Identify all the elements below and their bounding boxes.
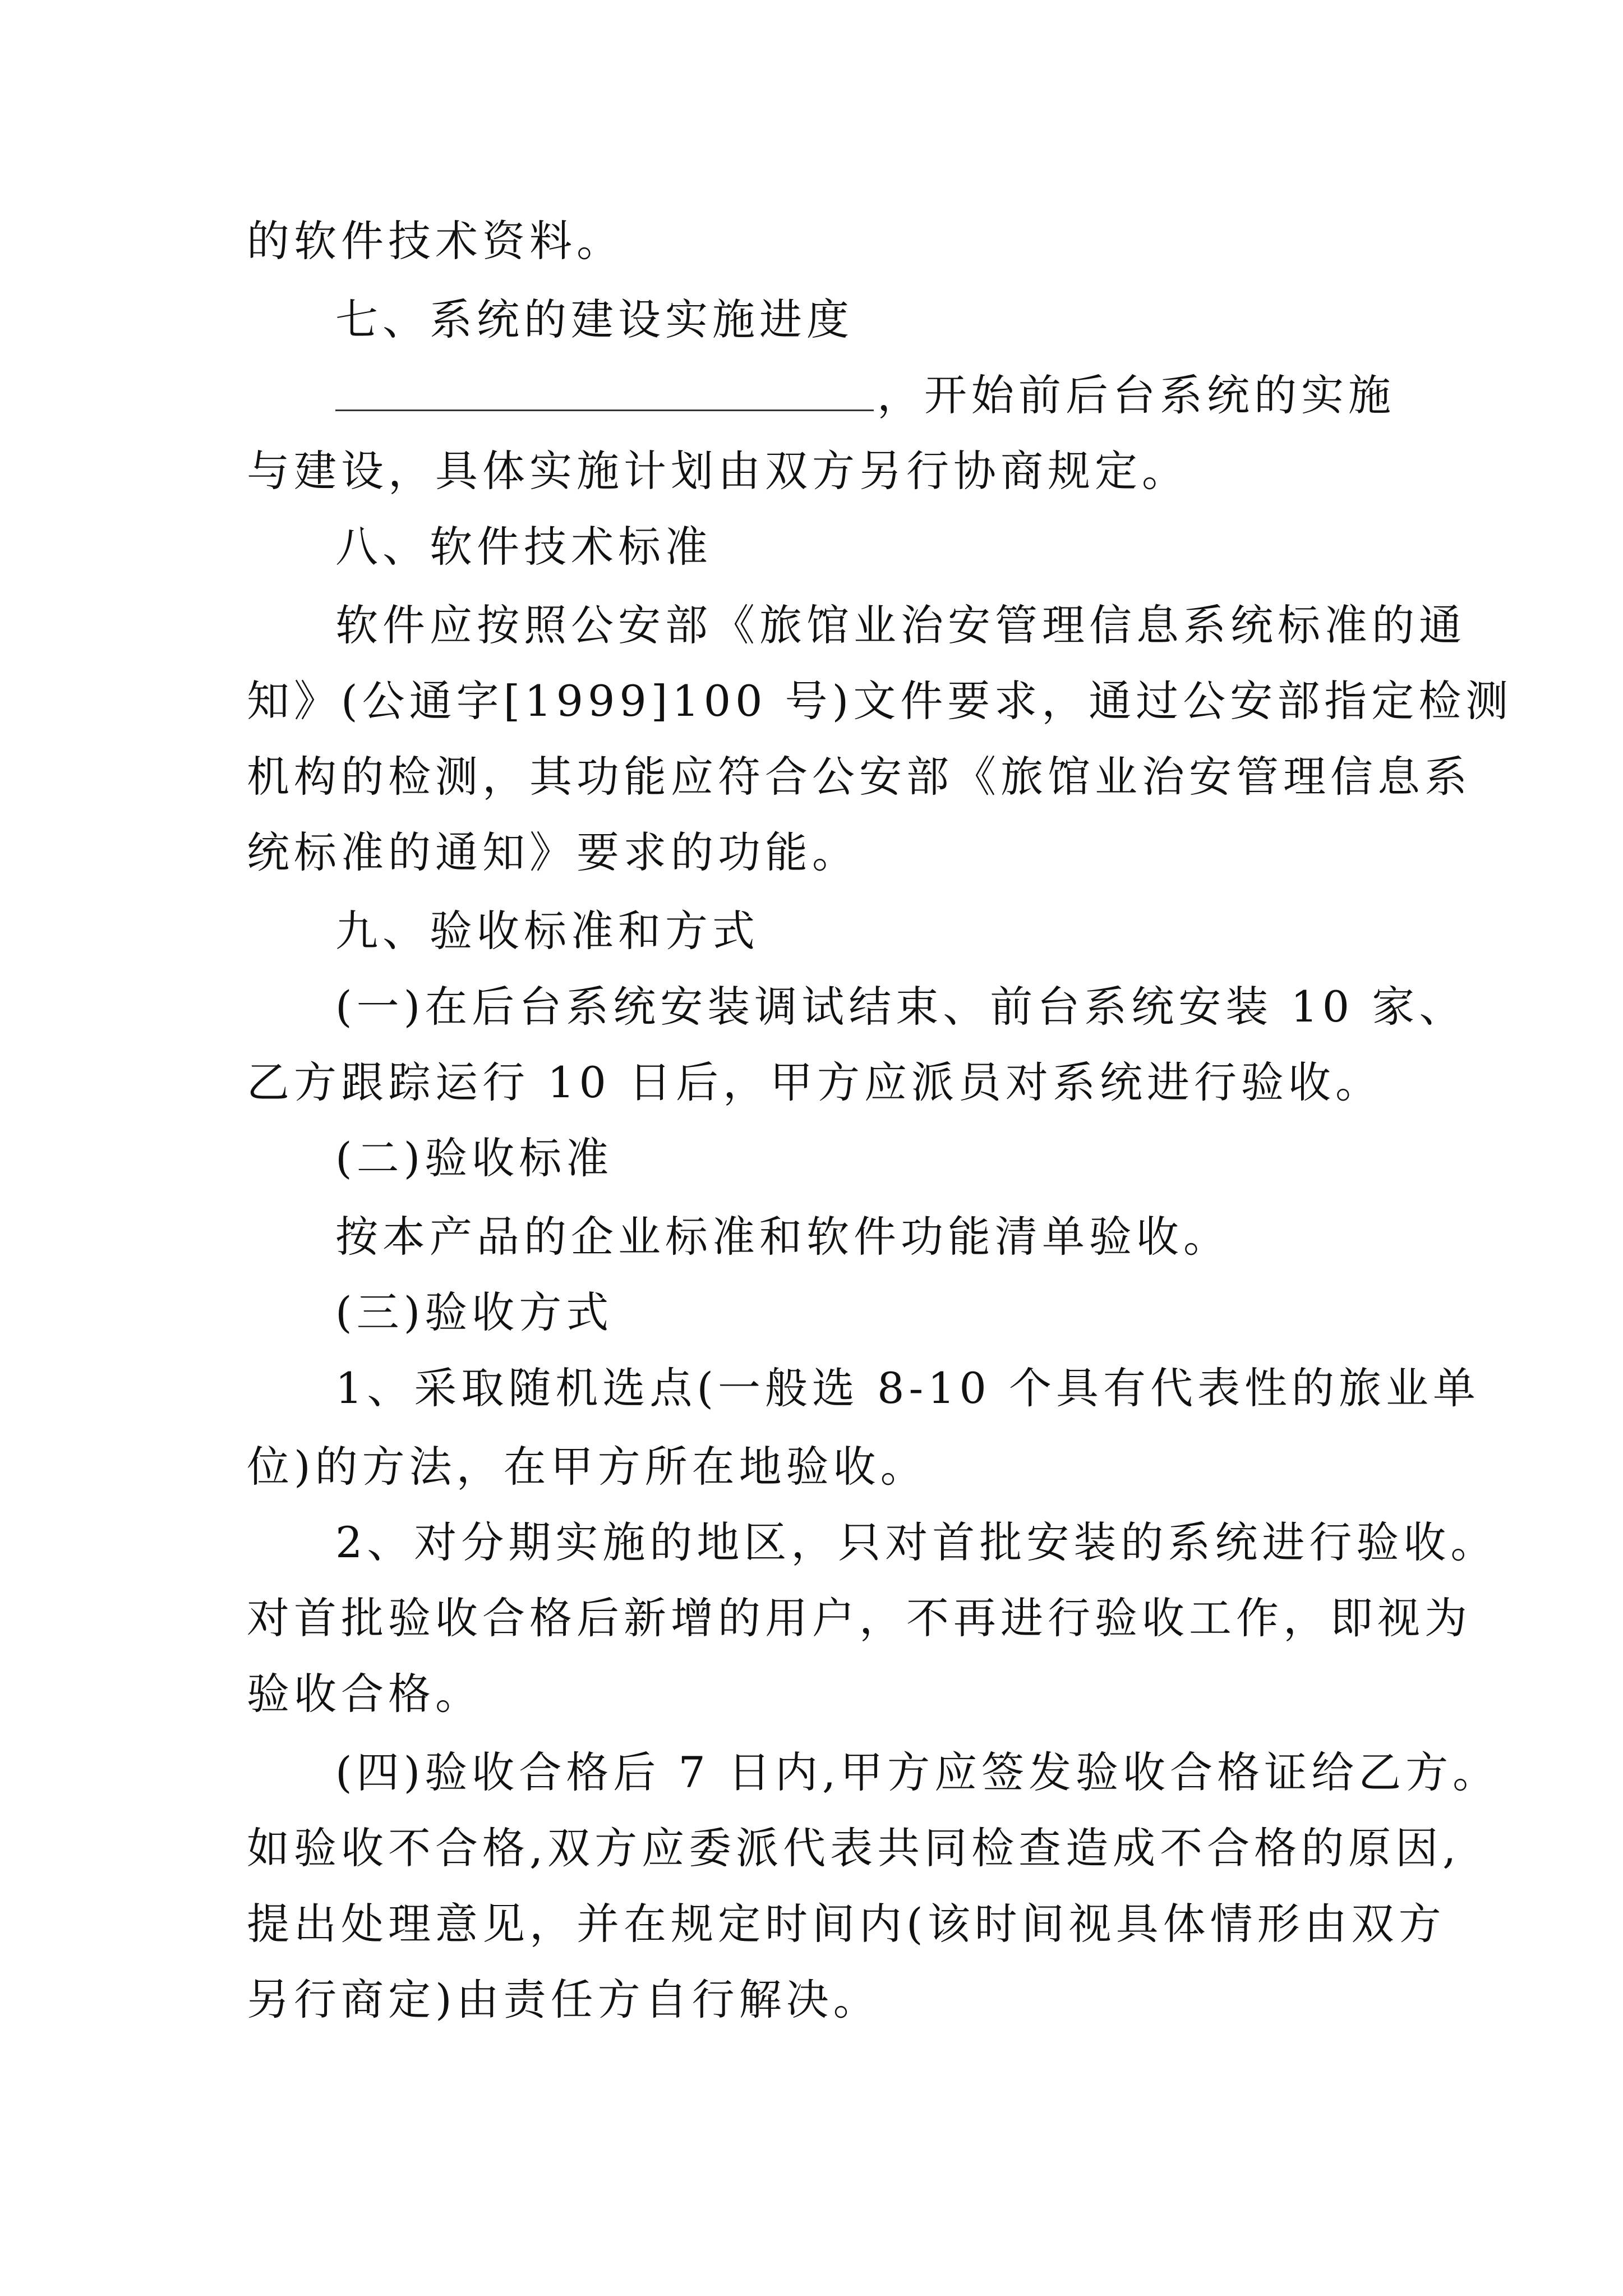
text-line-8: 机构的检测，其功能应符合公安部《旅馆业治安管理信息系 — [247, 752, 1472, 802]
text-line-20: 验收合格。 — [247, 1669, 482, 1719]
text-line-19: 对首批验收合格后新增的用户，不再进行验收工作，即视为 — [247, 1593, 1472, 1643]
text-line-1: 的软件技术资料。 — [247, 216, 624, 266]
text-line-4: 与建设，具体实施计划由双方另行协商规定。 — [247, 446, 1189, 496]
section-heading-7: 七、系统的建设实施进度 — [335, 295, 854, 344]
text-line-9: 统标准的通知》要求的功能。 — [247, 827, 859, 877]
text-line-6: 软件应按照公安部《旅馆业治安管理信息系统标准的通 — [335, 600, 1466, 650]
text-line-16: 1、采取随机选点(一般选 8-10 个具有代表性的旅业单 — [335, 1363, 1481, 1413]
text-line-21: (四)验收合格后 7 日内,甲方应签发验收合格证给乙方。 — [335, 1747, 1500, 1797]
text-line-7: 知》(公通字[1999]100 号)文件要求，通过公安部指定检测 — [247, 676, 1513, 726]
section-heading-8: 八、软件技术标准 — [335, 522, 712, 572]
fill-in-blank — [335, 370, 874, 411]
text-line-12: 乙方跟踪运行 10 日后，甲方应派员对系统进行验收。 — [247, 1057, 1383, 1107]
subheading-acceptance-standard: (二)验收标准 — [335, 1133, 614, 1183]
text-line-14: 按本产品的企业标准和软件功能清单验收。 — [335, 1212, 1230, 1262]
text-line-3: ，开始前后台系统的实施 — [877, 370, 1395, 420]
text-line-11: (一)在后台系统安装调试结束、前台系统安装 10 家、 — [335, 982, 1467, 1032]
subheading-acceptance-method: (三)验收方式 — [335, 1287, 614, 1337]
text-line-17: 位)的方法，在甲方所在地验收。 — [247, 1442, 928, 1492]
text-line-22: 如验收不合格,双方应委派代表共同检查造成不合格的原因, — [247, 1823, 1461, 1873]
section-heading-9: 九、验收标准和方式 — [335, 906, 759, 956]
text-line-18: 2、对分期实施的地区，只对首批安装的系统进行验收。 — [335, 1517, 1498, 1567]
text-line-fill-in — [335, 370, 1395, 421]
text-line-24: 另行商定)由责任方自行解决。 — [247, 1975, 880, 2024]
text-line-23: 提出处理意见，并在规定时间内(该时间视具体情形由双方 — [247, 1899, 1446, 1949]
